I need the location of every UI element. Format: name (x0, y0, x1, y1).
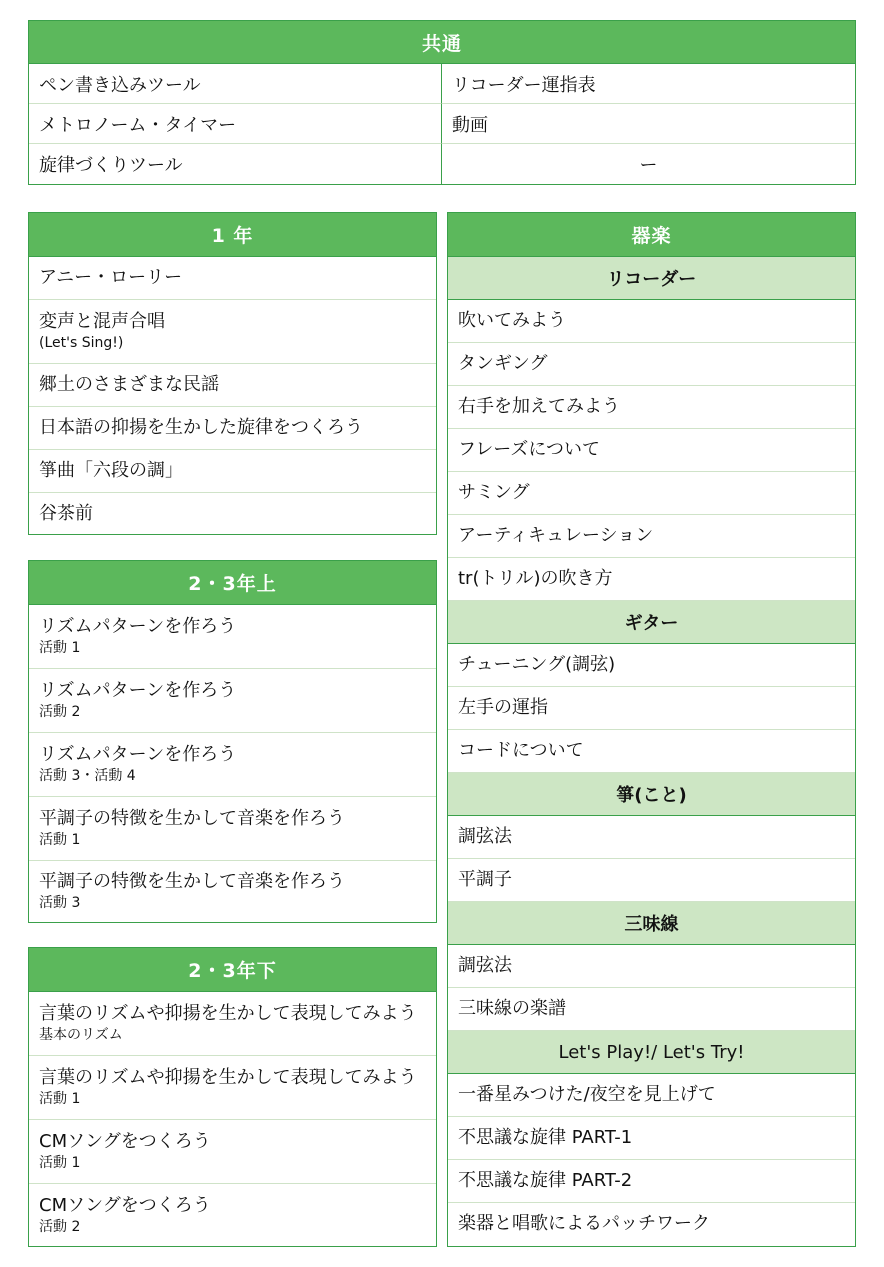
year23-upper-panel (28, 560, 437, 923)
item-subtitle: 活動 1 (39, 1091, 81, 1107)
instruments-panel (447, 212, 856, 1247)
item-title: 調弦法 (458, 826, 512, 847)
list-item[interactable] (448, 859, 855, 902)
list-item[interactable] (448, 515, 855, 558)
item-title: リズムパターンを作ろう (39, 616, 237, 637)
year23-lower-header: 2・3年下 (29, 948, 436, 992)
list-item[interactable] (448, 816, 855, 859)
list-item[interactable] (29, 450, 436, 493)
item-title: 不思議な旋律 PART-1 (458, 1127, 633, 1148)
item-title: アニー・ローリー (39, 267, 183, 288)
year1-header: 1 年 (29, 213, 436, 257)
item-title: 不思議な旋律 PART-2 (458, 1170, 633, 1191)
item-title: 吹いてみよう (458, 310, 566, 331)
list-item[interactable] (29, 1120, 436, 1184)
common-item-video[interactable]: 動画 (442, 104, 855, 144)
year23-lower-panel (28, 947, 437, 1247)
item-title: 変声と混声合唱 (39, 311, 165, 332)
item-title: 楽器と唱歌によるパッチワーク (458, 1213, 710, 1234)
item-subtitle: (Let's Sing!) (39, 335, 124, 351)
item-title: コードについて (458, 740, 584, 761)
item-subtitle: 活動 2 (39, 1218, 81, 1235)
list-item[interactable] (29, 861, 436, 922)
item-title: 平調子の特徴を生かして音楽を作ろう (39, 871, 345, 892)
list-item[interactable] (448, 988, 855, 1031)
item-title: リズムパターンを作ろう (39, 744, 237, 765)
item-title: サミング (458, 482, 530, 503)
section-header-lets-play: Let's Play!/ Let's Try! (448, 1031, 855, 1074)
item-title: 左手の運指 (458, 697, 548, 718)
item-title: 谷茶前 (39, 503, 93, 524)
list-item[interactable] (29, 669, 436, 733)
item-title: 日本語の抑揚を生かした旋律をつくろう (39, 417, 363, 438)
list-item[interactable] (448, 730, 855, 773)
list-item[interactable] (448, 343, 855, 386)
list-item[interactable] (29, 605, 436, 669)
year1-panel (28, 212, 437, 535)
list-item[interactable] (448, 558, 855, 601)
common-grid (29, 64, 855, 184)
list-item[interactable] (29, 257, 436, 300)
list-item[interactable] (448, 1160, 855, 1203)
item-title: 箏曲「六段の調」 (39, 460, 183, 481)
item-title: タンギング (458, 353, 548, 374)
section-header-guitar: ギター (448, 601, 855, 644)
item-subtitle: 活動 3 (39, 895, 81, 911)
item-title: フレーズについて (458, 439, 601, 460)
item-subtitle: 基本のリズム (39, 1027, 123, 1043)
common-header: 共通 (29, 21, 855, 64)
item-title: 郷土のさまざまな民謡 (39, 374, 219, 395)
list-item[interactable] (29, 493, 436, 535)
year23-upper-header: 2・3年上 (29, 561, 436, 605)
list-item[interactable] (29, 364, 436, 407)
common-item-melody-tool[interactable]: 旋律づくりツール (29, 144, 442, 184)
item-title: アーティキュレーション (458, 525, 654, 546)
list-item[interactable] (448, 644, 855, 687)
item-subtitle: 活動 1 (39, 640, 81, 656)
item-title: 平調子の特徴を生かして音楽を作ろう (39, 808, 345, 829)
list-item[interactable] (448, 386, 855, 429)
list-item[interactable] (29, 797, 436, 861)
item-title: 言葉のリズムや抑揚を生かして表現してみよう (39, 1003, 417, 1024)
item-title: 調弦法 (458, 955, 512, 976)
item-title: 右手を加えてみよう (458, 396, 620, 417)
common-item-recorder-fingering[interactable]: リコーダー運指表 (442, 64, 855, 104)
item-title: 平調子 (458, 869, 512, 890)
instruments-header: 器楽 (448, 213, 855, 257)
section-header-recorder: リコーダー (448, 257, 855, 300)
list-item[interactable] (29, 407, 436, 450)
section-header-shamisen: 三味線 (448, 902, 855, 945)
item-title: 一番星みつけた/夜空を見上げて (458, 1084, 716, 1105)
common-item-metronome-timer[interactable]: メトロノーム・タイマー (29, 104, 442, 144)
list-item[interactable] (29, 733, 436, 797)
list-item[interactable] (448, 1074, 855, 1117)
item-title: リズムパターンを作ろう (39, 680, 237, 701)
list-item[interactable] (448, 472, 855, 515)
item-title: CMソングをつくろう (39, 1194, 211, 1216)
list-item[interactable] (448, 687, 855, 730)
common-item-pen-tool[interactable]: ペン書き込みツール (29, 64, 442, 104)
list-item[interactable] (29, 1184, 436, 1246)
common-panel (28, 20, 856, 185)
item-title: チューニング(調弦) (458, 654, 616, 675)
list-item[interactable] (448, 429, 855, 472)
item-title: CMソングをつくろう (39, 1131, 211, 1152)
list-item[interactable] (448, 1203, 855, 1245)
list-item[interactable] (29, 1056, 436, 1120)
item-subtitle: 活動 2 (39, 704, 81, 720)
item-title: 三味線の楽譜 (458, 998, 566, 1019)
item-subtitle: 活動 1 (39, 832, 81, 848)
section-header-koto: 箏(こと) (448, 773, 855, 816)
list-item[interactable] (448, 945, 855, 988)
list-item[interactable] (448, 1117, 855, 1160)
list-item[interactable] (29, 300, 436, 364)
item-title: 言葉のリズムや抑揚を生かして表現してみよう (39, 1067, 417, 1088)
item-title: tr(トリル)の吹き方 (458, 568, 613, 589)
list-item[interactable] (29, 992, 436, 1056)
item-subtitle: 活動 3・活動 4 (39, 768, 136, 784)
item-subtitle: 活動 1 (39, 1155, 81, 1171)
list-item[interactable] (448, 300, 855, 343)
common-item-empty: ー (639, 155, 658, 176)
